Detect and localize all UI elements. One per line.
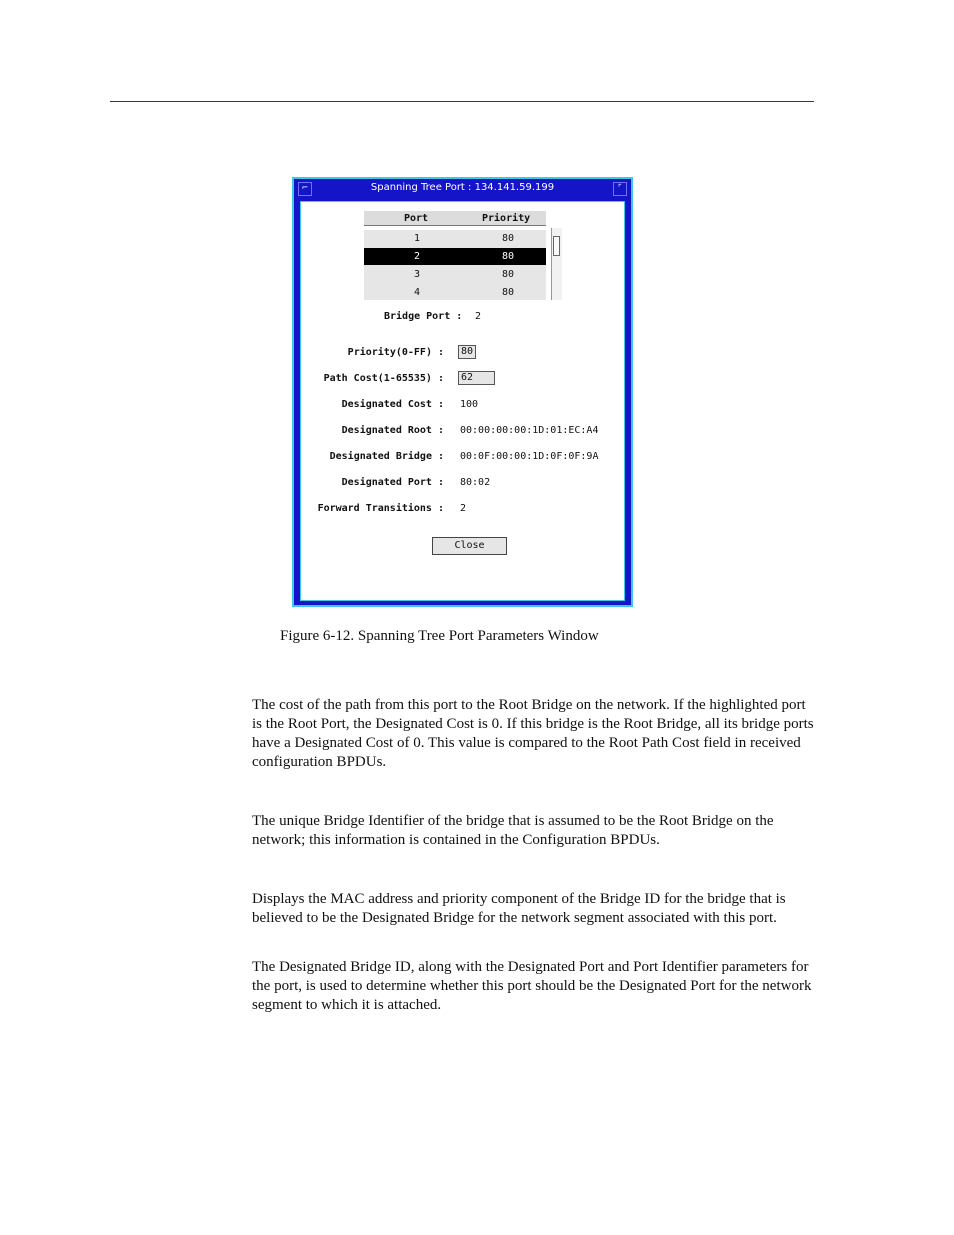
designated-cost-label: Designated Cost : [341,399,444,410]
designated-port-label: Designated Port : [341,477,444,488]
row-priority: 80 [502,233,515,244]
title-bar[interactable] [294,179,631,199]
figure-caption: Figure 6-12. Spanning Tree Port Parameters Window [280,628,599,644]
row-port: 1 [414,233,421,244]
top-rule [110,101,814,102]
designated-cost-value: 100 [460,399,479,410]
designated-root-description: The unique Bridge Identifier of the bridge that is assumed to be the Root Bridge on the network; this information is contained in the Configuration BPDUs. [252,813,774,848]
priority-label: Priority(0-FF) : [347,347,444,358]
row-port: 4 [414,287,421,298]
list-scrollbar[interactable] [551,228,562,300]
priority-input[interactable]: 80 [458,345,476,359]
row-port: 2 [414,251,421,262]
header-port: Port [404,213,429,224]
forward-transitions-label: Forward Transitions : [317,503,444,514]
designated-root-label: Designated Root : [341,425,444,436]
spanning-tree-port-window [292,177,633,607]
list-item[interactable] [364,230,546,247]
designated-bridge-description: Displays the MAC address and priority component of the Bridge ID for the bridge that is believed to be the Designated Bridge for the network segment associated with this port. [252,891,786,926]
path-cost-label: Path Cost(1-65535) : [323,373,444,384]
list-item[interactable] [364,284,546,301]
scrollbar-thumb[interactable] [553,236,560,256]
row-port: 3 [414,269,421,280]
designated-port-value: 80:02 [460,477,491,488]
window-resize-icon[interactable]: ⌜ [613,182,627,196]
path-cost-input[interactable]: 62 [458,371,495,385]
designated-cost-description: The cost of the path from this port to the Root Bridge on the network. If the highlighted port is the Root Port, the Designated Cost is 0. If this bridge is the Root Bridge, all its bridge ports have a Designated Cost of 0. This value is compared to the Root Path Cost field in received configuration BPDUs. [252,697,814,770]
window-title: Spanning Tree Port : 134.141.59.199 [370,182,555,193]
list-item[interactable] [364,266,546,283]
port-list [364,210,546,300]
close-button[interactable]: Close [432,537,507,555]
window-client [300,201,625,601]
row-priority: 80 [502,251,515,262]
designated-root-value: 00:00:00:00:1D:01:EC:A4 [460,425,599,436]
header-priority: Priority [482,213,531,224]
designated-bridge-label: Designated Bridge : [329,451,444,462]
bridge-port-value: 2 [475,311,482,322]
forward-transitions-value: 2 [460,503,467,514]
designated-bridge-value: 00:0F:00:00:1D:0F:0F:9A [460,451,599,462]
list-item-selected[interactable] [364,248,546,265]
list-header [364,210,546,226]
window-menu-icon[interactable]: ⌐ [298,182,312,196]
bridge-port-label: Bridge Port : [384,311,463,322]
row-priority: 80 [502,287,515,298]
designated-bridge-detail: The Designated Bridge ID, along with the Designated Port and Port Identifier parameters for the port, is used to determine whether this port should be the Designated Port for the network segment to which it is attached. [252,959,812,1013]
list-body [364,230,546,300]
row-priority: 80 [502,269,515,280]
